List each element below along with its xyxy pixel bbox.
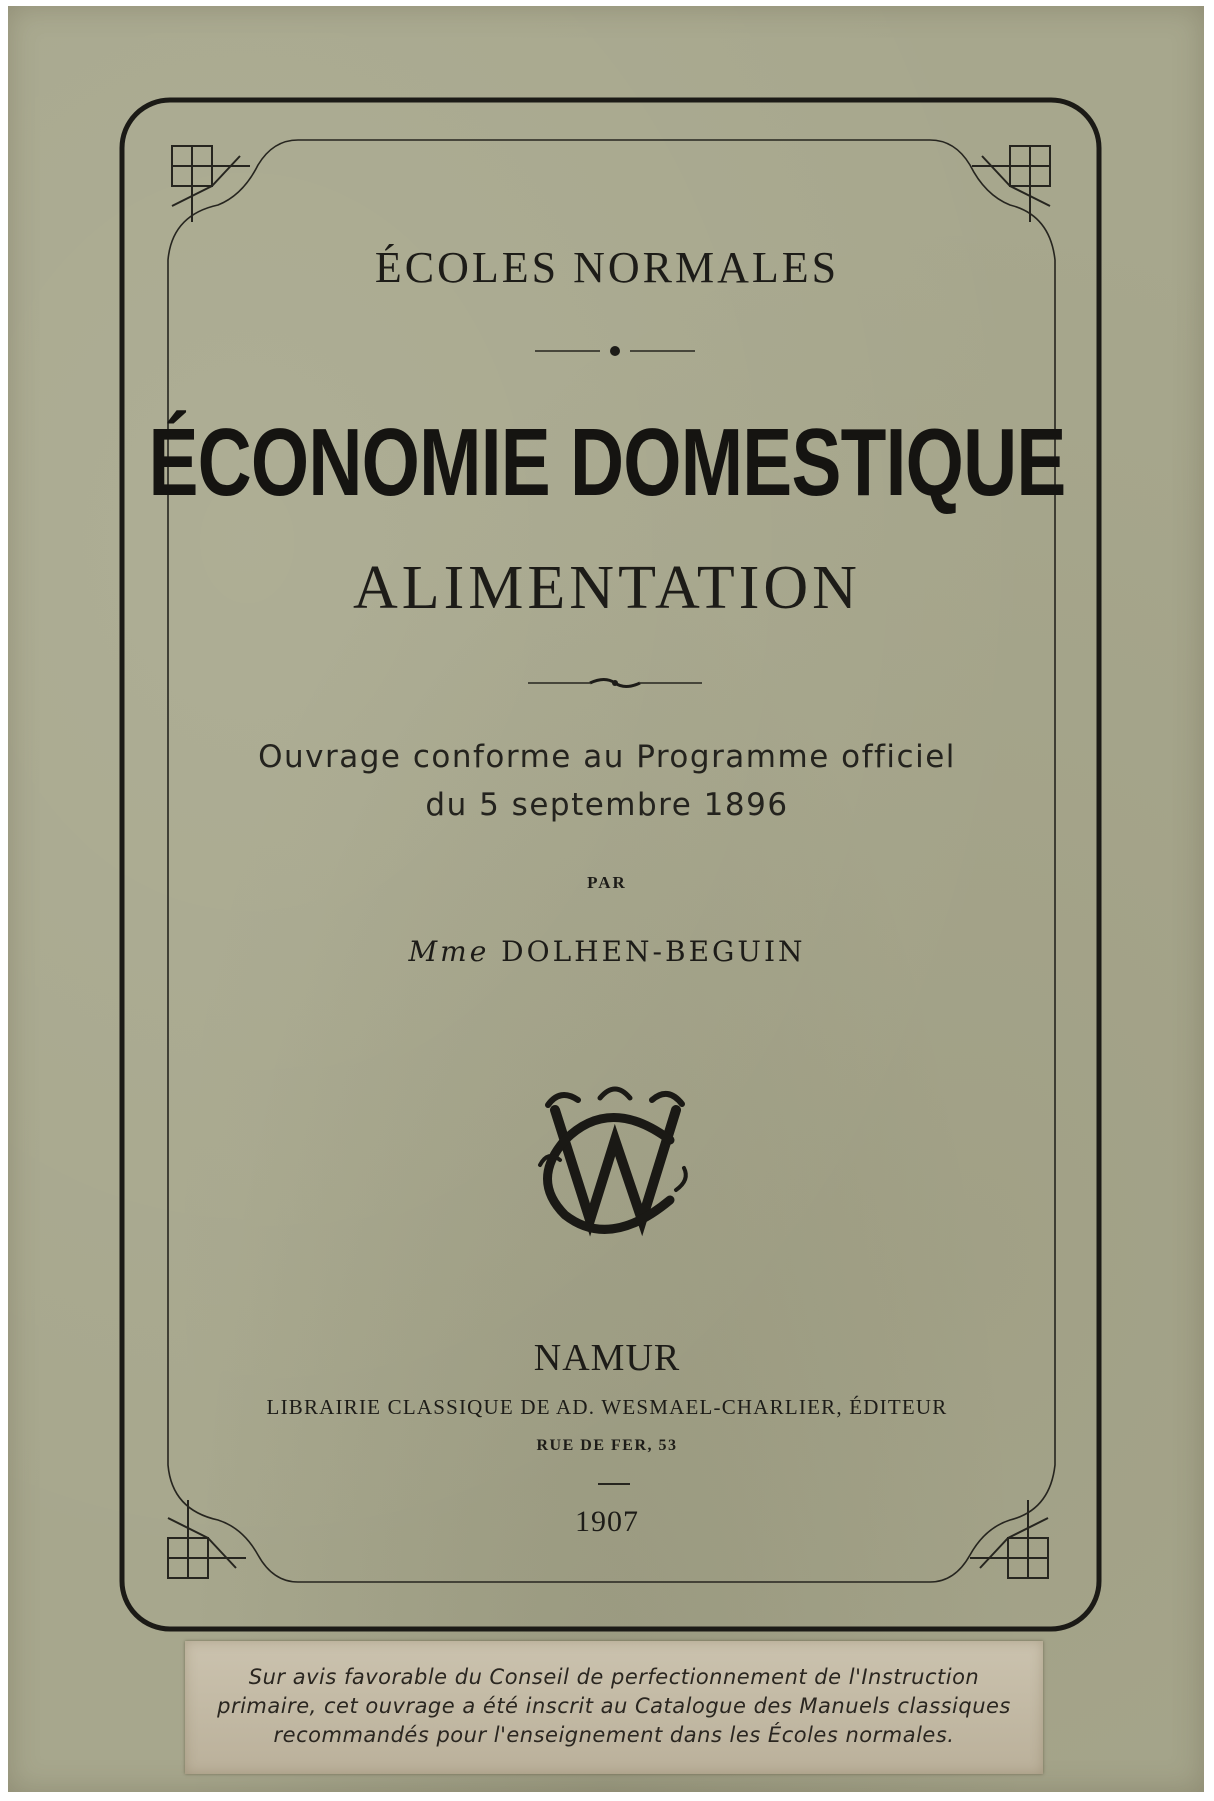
corner-ornament-top-right — [972, 146, 1050, 222]
publisher-name: LIBRAIRIE CLASSIQUE DE AD. WESMAEL-CHARLIER, ÉDITEUR — [266, 1395, 948, 1419]
label-line-2: primaire, cet ouvrage a été inscrit au Catalogue des Manuels classiques — [217, 1694, 1011, 1718]
label-line-3: recommandés pour l'enseignement dans les Écoles normales. — [273, 1723, 955, 1747]
by-label: PAR — [587, 873, 627, 892]
publication-year: 1907 — [575, 1505, 639, 1538]
book-subtitle: ALIMENTATION — [353, 554, 861, 622]
author-name: DOLHEN-BEGUIN — [501, 935, 806, 968]
author-prefix: Mme — [408, 935, 490, 968]
corner-ornament-top-left — [172, 146, 250, 222]
publisher-city: NAMUR — [533, 1337, 681, 1379]
series-title: ÉCOLES NORMALES — [374, 243, 840, 292]
program-line-1: Ouvrage conforme au Programme officiel — [258, 739, 956, 775]
program-line-2: du 5 septembre 1896 — [425, 787, 789, 823]
program-statement — [0, 733, 1214, 829]
book-title: ÉCONOMIE DOMESTIQUE — [148, 409, 1066, 516]
recommendation-text — [185, 1663, 1043, 1750]
author — [0, 935, 1214, 968]
divider-ornament — [528, 680, 702, 687]
divider-dot — [535, 346, 695, 356]
recommendation-label — [185, 1641, 1043, 1774]
label-line-1: Sur avis favorable du Conseil de perfectionnement de l'Instruction — [248, 1665, 980, 1689]
publisher-address: RUE DE FER, 53 — [536, 1437, 678, 1454]
publisher-monogram-icon — [540, 1089, 686, 1229]
